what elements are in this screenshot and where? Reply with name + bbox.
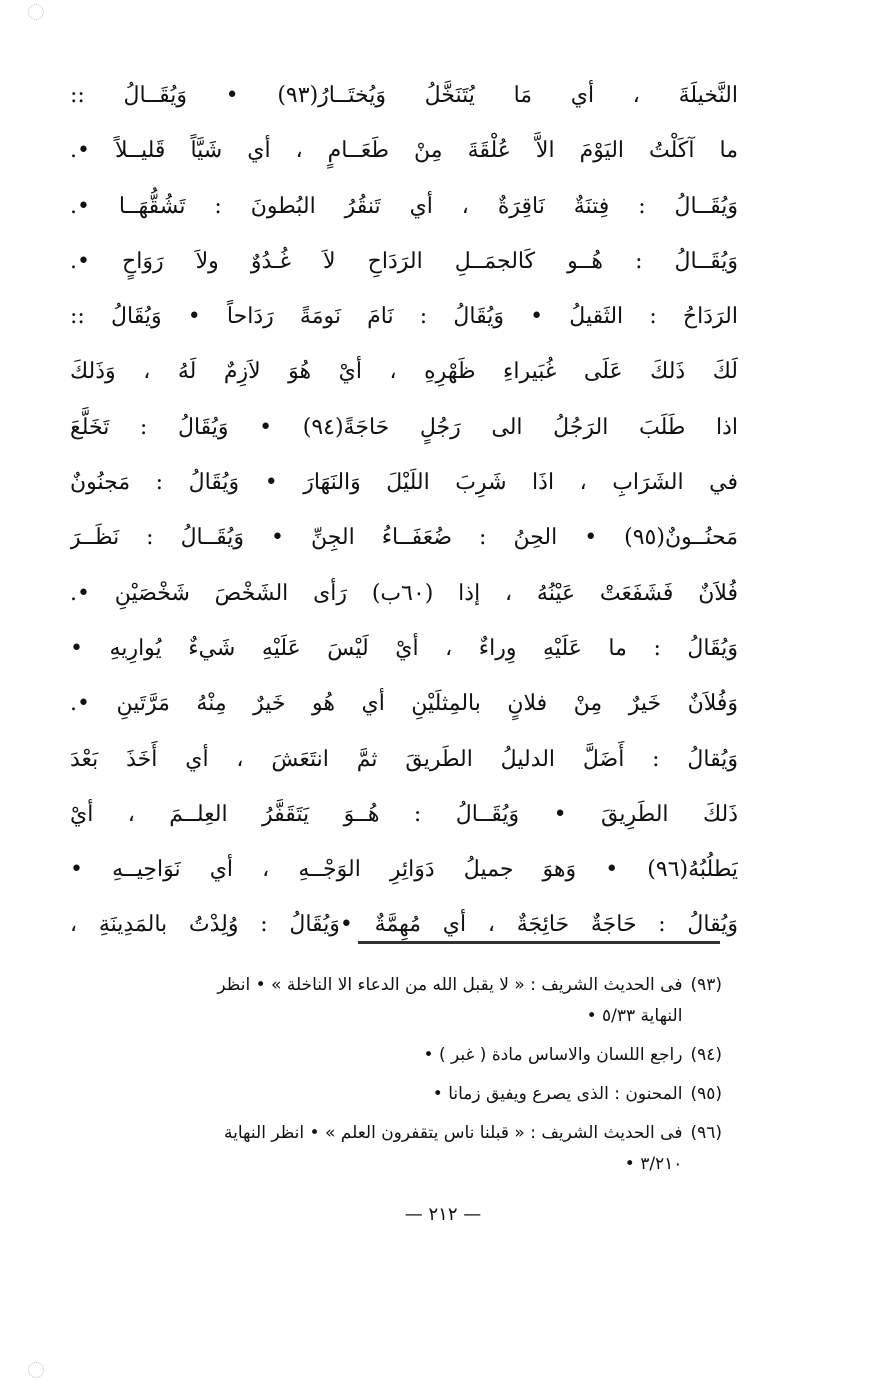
footnote-text [100, 1118, 682, 1180]
text-line: في الشَرَابِ ، اذَا شَرِبَ اللَيْلَ وَالنَهَارَ • وَيُقَالُ : مَجنُونٌ [70, 470, 738, 496]
text-line: وَيُقالُ : حَاجَةٌ حَائِجَةٌ ، أي مُهِمَّةٌ •وَيُقَالُ : وُلِدْتُ بالمَدِينَةِ ، [70, 912, 738, 938]
footnote-93 [100, 970, 722, 1032]
paper-speck-bottom [28, 1362, 44, 1378]
footnote-number: (٩٤) [690, 1045, 722, 1065]
text-line: النَّخيلَةَ ، أي مَا يُتَنَخَّلُ وَيُختَــارُ(٩٣) • وَيُقَــالُ :: [70, 83, 738, 108]
footnote-96 [100, 1118, 722, 1180]
text-line: لَكَ ذَلكَ عَلَى غُبَيراءِ ظَهْرِهِ ، أيْ هُوَ لاَزِمٌ لَهُ ، وَذَلكَ [70, 359, 738, 385]
text-line: ذَلكَ الطَرِيقَ • وَيُقَــالُ : هُــوَ يَتَقَفَّرُ العِلــمَ ، أيْ [70, 801, 738, 827]
footnote-95 [100, 1079, 722, 1110]
footnote-number: (٩٦) [690, 1123, 722, 1143]
text-line: وَيُقَالُ : ما عَلَيْهِ وِراءٌ ، أيْ لَيْسَ عَلَيْهِ شَيءٌ يُوارِيهِ • [70, 635, 738, 661]
footnote-text [100, 1040, 682, 1071]
text-line: ما آكَلْتُ اليَوْمَ الاَّ عُلْقَةَ مِنْ طَعَــامٍ ، أي شَيَّاً قَليــلاً •. [70, 138, 738, 164]
footnote-94 [100, 1040, 722, 1071]
text-line: يَطلُبُهُ(٩٦) • وَهوَ جميلُ دَوَائِرِ الوَجْــهِ ، أي نَوَاحِيــهِ • [70, 857, 738, 883]
footnote-line: ٣/٢١٠ • [624, 1154, 683, 1174]
footnote-number: (٩٣) [690, 975, 722, 995]
text-line: وَيُقالُ : أَضَلَّ الدليلُ الطَريقَ ثمَّ انتَعَشَ ، أي أَخَذَ بَعْدَ [70, 746, 738, 772]
text-line: الرَدَاحُ : الثَقيلُ • وَيُقَالُ : نَامَ نَومَةً رَدَاحاً • وَيُقَالُ :: [70, 304, 738, 330]
text-line: وَيُقَــالُ : هُــو كَالجمَــلِ الرَدَاحِ لاَ غُـدُوٌ ولاَ رَوَاحٍ •. [70, 248, 738, 274]
footnote-line: راجع اللسان والاساس مادة ( غبر ) • [423, 1045, 683, 1065]
footnote-text [100, 1079, 682, 1110]
footnote-line: فى الحديث الشريف : « لا يقبل الله من الدعاء الا الناخلة » • انظر [217, 975, 683, 995]
paper-speck-top [28, 4, 44, 20]
text-line: وَفُلاَنٌ خَيرٌ مِنْ فلانٍ بالمِثلَيْنِ أي هُو خَيرٌ مِنْهُ مَرَّتَينِ •. [70, 691, 738, 717]
footnotes [100, 970, 722, 1180]
text-line: مَحنُــونٌ(٩٥) • الحِنُ : ضُعَفَــاءُ الجِنِّ • وَيُقَــالُ : نَظَــرَ [70, 525, 738, 551]
text-line: اذا طَلَبَ الرَجُلُ الى رَجُلٍ حَاجَةً(٩٤) • وَيُقَالُ : تَخَلَّعَ [70, 414, 738, 440]
footnote-number: (٩٥) [690, 1084, 722, 1104]
text-line: وَيُقَــالُ : فِتنَةٌ نَاقِرَةٌ ، أي تَنقُرُ البُطونَ : تَشُقُّهَــا •. [70, 193, 738, 219]
footnote-line: المحنون : الذى يصرع ويفيق زمانا • [432, 1084, 683, 1104]
footnote-line: النهاية ٥/٣٣ • [586, 1006, 683, 1026]
footnote-text [100, 970, 682, 1032]
page-number: — ٢١٢ — [404, 1204, 482, 1225]
text-line: فُلاَنٌ فَشَفَعَتْ عَيْنُهُ ، إذا (٦٠ب) رَأى الشَخْصَ شَخْصَيْنِ •. [70, 580, 738, 606]
main-text [70, 68, 738, 953]
footnote-line: فى الحديث الشريف : « قبلنا ناس يتقفرون العلم » • انظر النهاية [224, 1123, 683, 1143]
footnote-divider [358, 941, 720, 944]
